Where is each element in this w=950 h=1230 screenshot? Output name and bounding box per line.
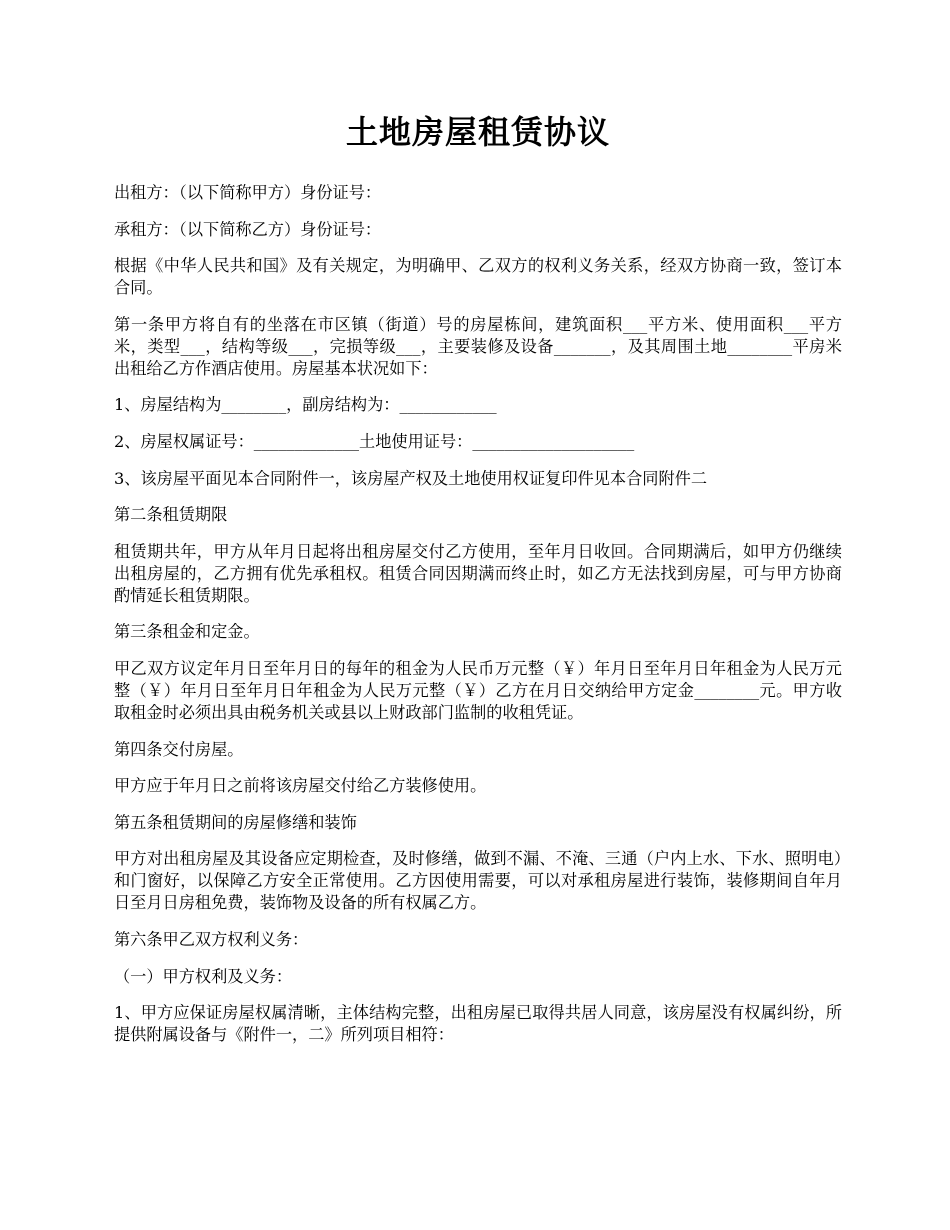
document-title: 土地房屋租赁协议 [345,113,610,151]
article-3-heading: 第三条租金和定金。 [114,622,260,642]
lessor-rights-heading: （一）甲方权利及义务： [114,966,293,986]
article-5-heading: 第五条租赁期间的房屋修缮和装饰 [114,812,357,832]
article-2-heading: 第二条租赁期限 [114,505,228,525]
ownership-cert-line: 2、房屋权属证号：_____________土地使用证号：____________________ [114,431,635,451]
article-2-paragraph: 租赁期共年，甲方从年月日起将出租房屋交付乙方使用，至年月日收回。合同期满后，如甲方仍继续出租房屋的，乙方拥有优先承租权。租赁合同因期满而终止时，如乙方无法找到房屋，可与甲方协商酌情延长租赁期限。 [114,541,842,605]
article-3-paragraph: 甲乙双方议定年月日至年月日的每年的租金为人民币万元整（￥）年月日至年月日年租金为人民万元整（￥）年月日至年月日年租金为人民万元整（￥）乙方在月日交纳给甲方定金________元。甲方收取租金时必须出具由税务机关或县以上财政部门监制的收租凭证。 [114,658,842,722]
article-4-paragraph: 甲方应于年月日之前将该房屋交付给乙方装修使用。 [114,776,487,796]
article-1-paragraph: 第一条甲方将自有的坐落在市区镇（街道）号的房屋栋间，建筑面积___平方米、使用面积___平方米，类型___，结构等级___，完损等级___，主要装修及设备_______，及其周围土地________平房米出租给乙方作酒店使用。房屋基本状况如下： [114,314,842,378]
article-6-heading: 第六条甲乙双方权利义务： [114,929,309,949]
house-structure-line: 1、房屋结构为________，副房结构为：____________ [114,395,497,415]
article-4-heading: 第四条交付房屋。 [114,739,244,759]
article-5-paragraph: 甲方对出租房屋及其设备应定期检查，及时修缮，做到不漏、不淹、三通（户内上水、下水、照明电）和门窗好，以保障乙方安全正常使用。乙方因使用需要，可以对承租房屋进行装饰，装修期间自年月日至月日房租免费，装饰物及设备的所有权属乙方。 [114,849,842,913]
lessor-rights-item-1: 1、甲方应保证房屋权属清晰，主体结构完整，出租房屋已取得共居人同意，该房屋没有权属纠纷，所提供附属设备与《附件一，二》所列项目相符： [114,1003,842,1045]
preamble-paragraph: 根据《中华人民共和国》及有关规定，为明确甲、乙双方的权利义务关系，经双方协商一致，签订本合同。 [114,256,842,298]
attachment-line: 3、该房屋平面见本合同附件一，该房屋产权及土地使用权证复印件见本合同附件二 [114,468,708,488]
lessee-line: 承租方：（以下简称乙方）身份证号： [114,219,382,239]
lessor-line: 出租方：（以下简称甲方）身份证号： [114,183,382,202]
document-page [114,108,842,1061]
